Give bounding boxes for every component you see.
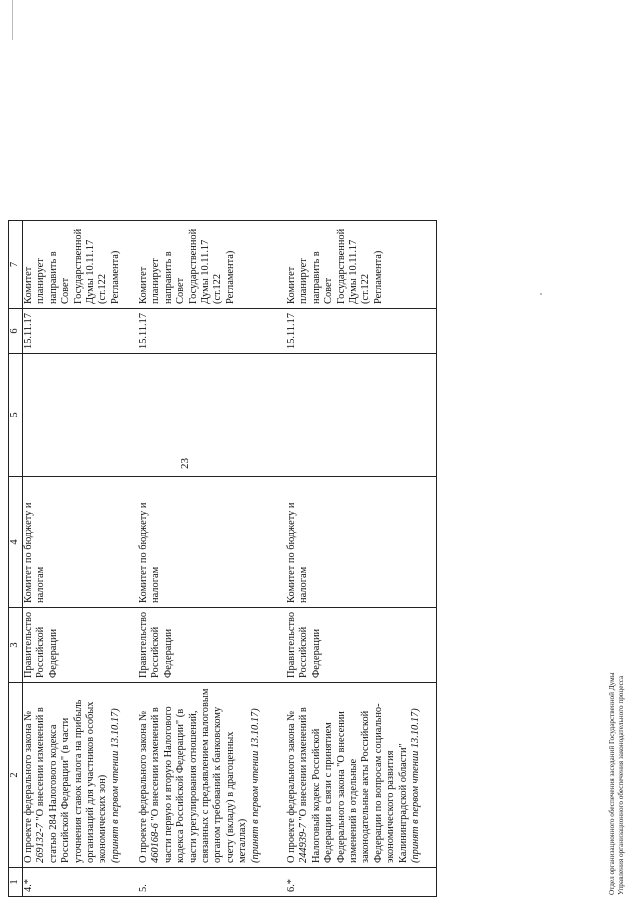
bill-title-prefix: О проекте федерального закона № — [23, 710, 34, 863]
header-col-4: 4 — [9, 476, 23, 607]
committee: Комитет по бюджету и налогам — [23, 476, 139, 607]
bill-number: 244939-7 — [298, 823, 310, 863]
table-row — [23, 220, 139, 896]
note: Комитет планирует направить в Совет Государственной Думы 10.11.17 (ст.122 Регламента) — [23, 220, 139, 308]
date: 15.11.17 — [286, 308, 437, 353]
bill-title-rest: "О внесении изменений в части первую и вторую Налогового кодекса Российской Федерации" (в части урегулирования отношений, связанных с предъявлением налоговым органом требований к банковскому счету (вкладу) в драгоценных металлах) — [150, 688, 249, 863]
bill-title-rest: "О внесении изменений в Налоговый кодекс Российской Федерации в связи с принятием Федерального закона "О внесении изменений в отдельные законодательные акты Российской Федерации по вопросам социально-экономического развития Калининградской области" — [298, 703, 409, 863]
bill-number: 460168-6 — [150, 823, 162, 863]
bill-title-prefix: О проекте федерального закона № — [286, 710, 297, 863]
footer-line-1: Отдел организационного обеспечения заседаний Государственной Думы — [608, 672, 616, 895]
page-number: 23 — [179, 458, 191, 469]
header-col-2: 2 — [9, 683, 23, 868]
row-number: 5. — [138, 868, 286, 897]
row-number: 4.* — [23, 868, 139, 897]
initiator: Правительство Российской Федерации — [286, 607, 437, 682]
bill-title-rest: "О внесении изменений в статью 284 Налогового кодекса Российской Федерации" (в части уточнения ставок налога на прибыль организаций для участников особых экономических зон) — [35, 699, 109, 863]
first-reading-note: (принят в первом чтении 13.10.17) — [109, 708, 121, 863]
bill-title — [138, 683, 286, 868]
note: Комитет планирует направить в Совет Государственной Думы 10.11.17 (ст.122 Регламента) — [286, 220, 437, 308]
date: 15.11.17 — [23, 308, 139, 353]
header-col-7: 7 — [9, 220, 23, 308]
header-col-1: 1 — [9, 868, 23, 897]
col5-cell — [286, 353, 437, 476]
header-col-3: 3 — [9, 607, 23, 682]
date: 15.11.17 — [138, 308, 286, 353]
footer-line-2: Управления организационного обеспечения законодательного процесса — [617, 675, 625, 895]
first-reading-note: (принят в первом чтении 13.10.17) — [249, 708, 261, 863]
initiator: Правительство Российской Федерации — [23, 607, 139, 682]
bill-title — [23, 683, 139, 868]
scan-mark — [540, 293, 542, 295]
table-row — [286, 220, 437, 896]
agenda-table — [8, 220, 437, 897]
table-row — [138, 220, 286, 896]
committee: Комитет по бюджету и налогам — [138, 476, 286, 607]
first-reading-note: (принят в первом чтении 13.10.17) — [410, 708, 422, 863]
bill-title-prefix: О проекте федерального закона № — [138, 710, 149, 863]
committee: Комитет по бюджету и налогам — [286, 476, 437, 607]
col5-cell — [23, 353, 139, 476]
scan-mark — [12, 0, 13, 40]
header-row — [9, 220, 23, 896]
header-col-6: 6 — [9, 308, 23, 353]
header-col-5: 5 — [9, 353, 23, 476]
footer — [608, 672, 626, 895]
initiator: Правительство Российской Федерации — [138, 607, 286, 682]
row-number: 6.* — [286, 868, 437, 897]
note: Комитет планирует направить в Совет Государственной Думы 10.11.17 (ст.122 Регламента) — [138, 220, 286, 308]
col5-cell — [138, 353, 286, 476]
bill-number: 269132-7 — [35, 823, 47, 863]
bill-title — [286, 683, 437, 868]
